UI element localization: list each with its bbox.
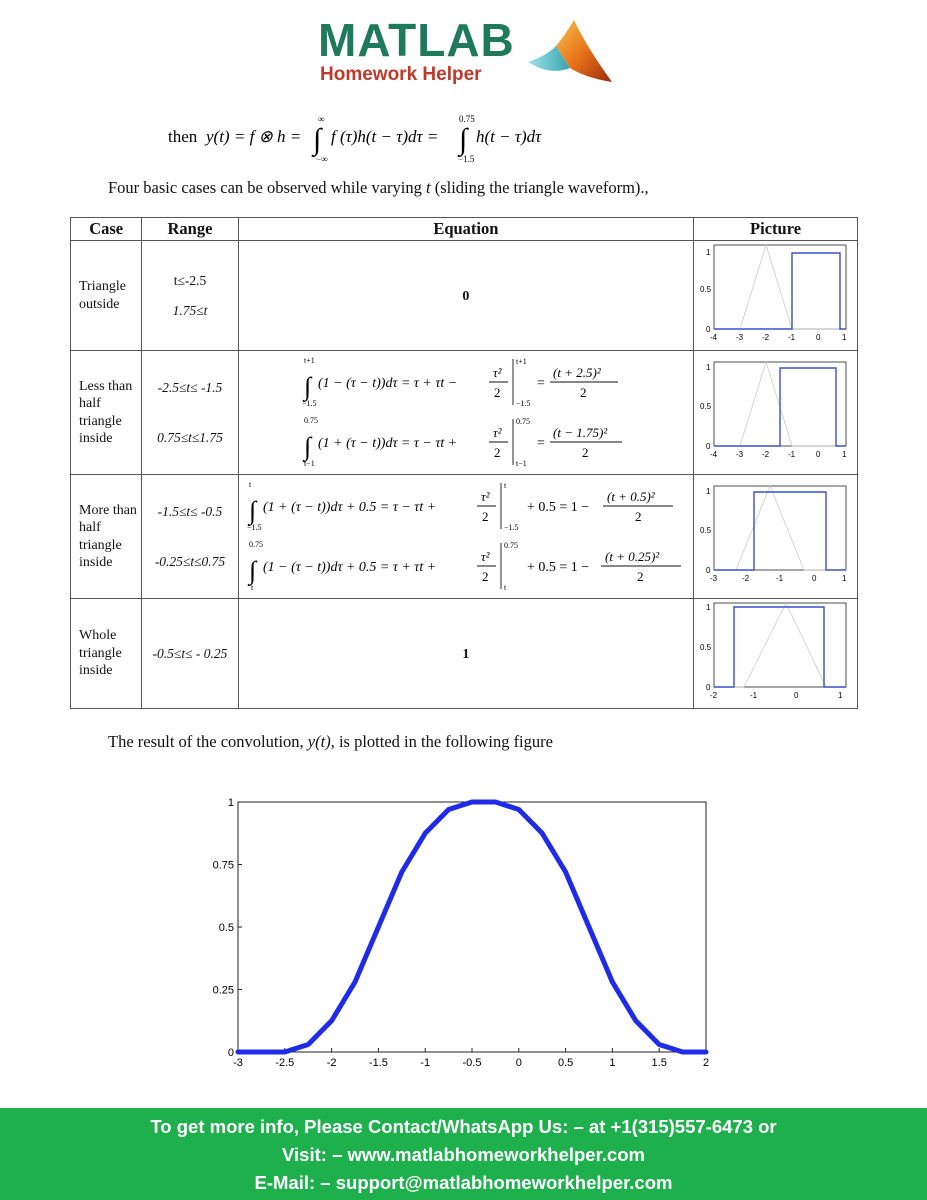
y-tick: 1 [705,248,711,257]
footer-website: Visit: – www.matlabhomeworkhelper.com [282,1144,645,1165]
svg-text:t+1: t+1 [515,357,527,366]
table-row [71,475,858,599]
then-word: then [168,127,198,146]
svg-text:∫: ∫ [303,432,311,461]
x-tick: -1 [787,450,795,459]
case-cell: Less than half triangle inside [71,351,142,475]
y-tick-label: 0.5 [218,922,234,934]
svg-text:−1.5: −1.5 [458,154,475,164]
result-text-a: The result of the convolution, [108,732,308,751]
svg-text:2: 2 [581,445,589,460]
y-tick-label: 0.25 [212,984,234,997]
range-cell [142,241,238,351]
footer-contact: To get more info, Please Contact/WhatsApp Us: – at +1(315)557-6473 or [150,1116,777,1137]
equation-value: 0 [462,288,470,304]
x-tick: -4 [709,333,717,342]
result-sentence [108,732,553,752]
svg-text:∫: ∫ [248,496,256,525]
svg-text:τ²: τ² [480,549,490,564]
cases-text-a: Four basic cases can be observed while varying [108,178,426,197]
svg-text:(1 − (τ − t))dτ = τ + τt −: (1 − (τ − t))dτ = τ + τt − [317,376,458,391]
y-tick: 0 [705,683,711,692]
table-header-row [71,218,858,241]
picture-cell [694,241,858,351]
picture-cell [694,475,858,599]
x-tick: -2 [741,574,749,583]
svg-text:−1.5: −1.5 [515,399,531,408]
y-tick: 0.5 [699,402,711,411]
svg-text:2: 2 [481,569,489,584]
x-tick-label: 2 [702,1057,710,1069]
range-value: t≤-2.5 [173,272,207,288]
range-value: -0.25≤t≤0.75 [154,553,226,569]
svg-text:0.75: 0.75 [459,114,475,124]
svg-text:∫: ∫ [303,372,311,401]
range-value: 1.75≤t [172,302,208,318]
picture-cell [694,351,858,475]
svg-text:2: 2 [634,509,642,524]
y-tick: 0 [705,325,711,334]
cases-table [70,217,858,709]
footer-email: E-Mail: – support@matlabhomeworkhelper.com [254,1172,673,1193]
table-row [71,351,858,475]
mini-plot [700,599,852,703]
y-tick-label: 1 [227,797,234,809]
svg-text:∫: ∫ [248,556,256,585]
svg-text:∫: ∫ [313,123,322,156]
x-tick-label: 0.5 [557,1057,574,1069]
svg-text:t: t [503,481,507,490]
svg-text:(1 − (τ − t))dτ + 0.5 = τ + τt: (1 − (τ − t))dτ + 0.5 = τ + τt + [262,560,437,575]
svg-text:t−1: t−1 [515,459,527,468]
x-tick-label: -1 [420,1057,431,1069]
svg-text:(t − 1.75)²: (t − 1.75)² [552,425,608,440]
x-tick-label: -2 [326,1057,337,1069]
svg-text:y(t) = f ⊗ h =: y(t) = f ⊗ h = [206,127,302,146]
mini-plot [700,241,852,345]
range-cell [142,475,238,599]
x-tick: -2 [761,450,769,459]
x-tick: -3 [735,450,743,459]
x-tick-label: 1 [609,1057,616,1069]
x-tick-label: -3 [233,1057,243,1069]
svg-text:τ²: τ² [480,489,490,504]
x-tick: 1 [841,333,847,342]
case-cell: Whole triangle inside [71,599,142,709]
y-tick: 0 [705,442,711,451]
svg-text:(t + 0.25)²: (t + 0.25)² [604,549,660,564]
header-equation: Equation [238,218,694,241]
svg-text:+ 0.5 = 1 −: + 0.5 = 1 − [526,560,590,575]
svg-text:2: 2 [493,445,501,460]
cases-text-b: (sliding the triangle waveform)., [430,178,649,197]
plot-frame [238,802,706,1052]
x-tick: -3 [735,333,743,342]
range-value: -0.5≤t≤ - 0.25 [152,645,228,661]
header-case: Case [71,218,142,241]
table-row [71,241,858,351]
svg-text:(1 + (τ − t))dτ = τ − τt +: (1 + (τ − t))dτ = τ − τt + [317,436,458,451]
svg-text:∫: ∫ [459,123,468,156]
equation-cell [238,599,694,709]
svg-text:2: 2 [636,569,644,584]
svg-text:2: 2 [579,385,587,400]
svg-text:=: = [536,376,545,391]
svg-text:τ²: τ² [492,425,502,440]
x-tick: -1 [775,574,783,583]
y-tick: 1 [705,487,711,496]
svg-text:(1 + (τ − t))dτ + 0.5 = τ − τt: (1 + (τ − t))dτ + 0.5 = τ − τt + [262,500,437,515]
header-range: Range [142,218,238,241]
x-tick-label: 0 [515,1057,522,1069]
range-cell [142,351,238,475]
x-tick: -1 [787,333,795,342]
x-tick: -1 [749,691,757,700]
range-value: 0.75≤t≤1.75 [157,429,223,445]
result-var: y(t), [307,732,335,751]
logo [318,14,618,92]
mini-plot [700,358,852,462]
logo-subtitle: Homework Helper [320,64,482,85]
range-value: -2.5≤t≤ -1.5 [157,379,223,395]
svg-text:−∞: −∞ [316,154,328,164]
equation-math [241,475,691,593]
x-tick: 0 [811,574,817,583]
y-tick: 0.5 [699,526,711,535]
svg-text:−1.5: −1.5 [246,523,262,532]
cases-sentence [108,178,649,198]
mini-plot [700,482,852,586]
y-tick: 0.5 [699,285,711,294]
svg-text:0.75: 0.75 [303,416,318,425]
y-tick: 1 [705,603,711,612]
picture-cell [694,599,858,709]
svg-text:=: = [536,436,545,451]
x-tick-label: -2.5 [275,1057,295,1069]
x-tick: 1 [837,691,843,700]
svg-text:+ 0.5 = 1 −: + 0.5 = 1 − [526,500,590,515]
equation-cell [238,241,694,351]
convolution-equation [168,110,668,170]
svg-text:t+1: t+1 [303,356,315,365]
y-tick-label: 0 [227,1047,234,1059]
matlab-membrane-icon [526,16,616,96]
svg-text:0.75: 0.75 [248,540,263,549]
x-tick: 0 [815,333,821,342]
svg-text:2: 2 [481,509,489,524]
x-tick-label: -1.5 [368,1057,388,1069]
x-tick: 1 [841,574,847,583]
svg-text:t: t [250,583,254,592]
x-tick: -2 [709,691,717,700]
svg-text:τ²: τ² [492,365,502,380]
y-tick: 1 [705,363,711,372]
case-cell: Triangle outside [71,241,142,351]
svg-text:0.75: 0.75 [503,541,518,550]
x-tick-label: 1.5 [651,1057,667,1069]
svg-text:(t + 2.5)²: (t + 2.5)² [552,365,601,380]
x-tick-label: -0.5 [462,1057,482,1069]
y-tick: 0 [705,566,711,575]
svg-text:∞: ∞ [318,114,325,124]
cases-var: t [425,178,431,197]
series-line-y [238,802,706,1052]
svg-text:h(t − τ)dτ: h(t − τ)dτ [476,127,542,146]
range-cell [142,599,238,709]
tick-layer [213,797,709,1069]
svg-text:t−1: t−1 [303,459,315,468]
range-value: -1.5≤t≤ -0.5 [157,503,223,519]
x-tick: -4 [709,450,717,459]
x-tick: 1 [841,450,847,459]
x-tick: -3 [709,574,717,583]
footer-banner [0,1108,927,1200]
convolution-result-chart [198,780,728,1080]
logo-title: MATLAB [318,14,515,66]
y-tick-label: 0.75 [212,859,234,872]
svg-text:t: t [503,583,507,592]
svg-text:t: t [248,480,252,489]
x-tick: 0 [815,450,821,459]
equation-cell [238,475,694,599]
case-cell: More than half triangle inside [71,475,142,599]
result-text-b: is plotted in the following figure [334,732,553,751]
x-tick: -2 [761,333,769,342]
x-tick: 0 [793,691,799,700]
svg-text:2: 2 [493,385,501,400]
equation-value: 1 [462,646,470,662]
table-row [71,599,858,709]
svg-text:(t + 0.5)²: (t + 0.5)² [606,489,655,504]
header-picture: Picture [694,218,858,241]
svg-text:−1.5: −1.5 [301,399,317,408]
y-tick: 0.5 [699,643,711,652]
svg-text:−1.5: −1.5 [503,523,519,532]
equation-cell [238,351,694,475]
svg-text:f (τ)h(t − τ)dτ =: f (τ)h(t − τ)dτ = [331,127,439,146]
svg-text:0.75: 0.75 [515,417,530,426]
equation-math [246,351,686,469]
